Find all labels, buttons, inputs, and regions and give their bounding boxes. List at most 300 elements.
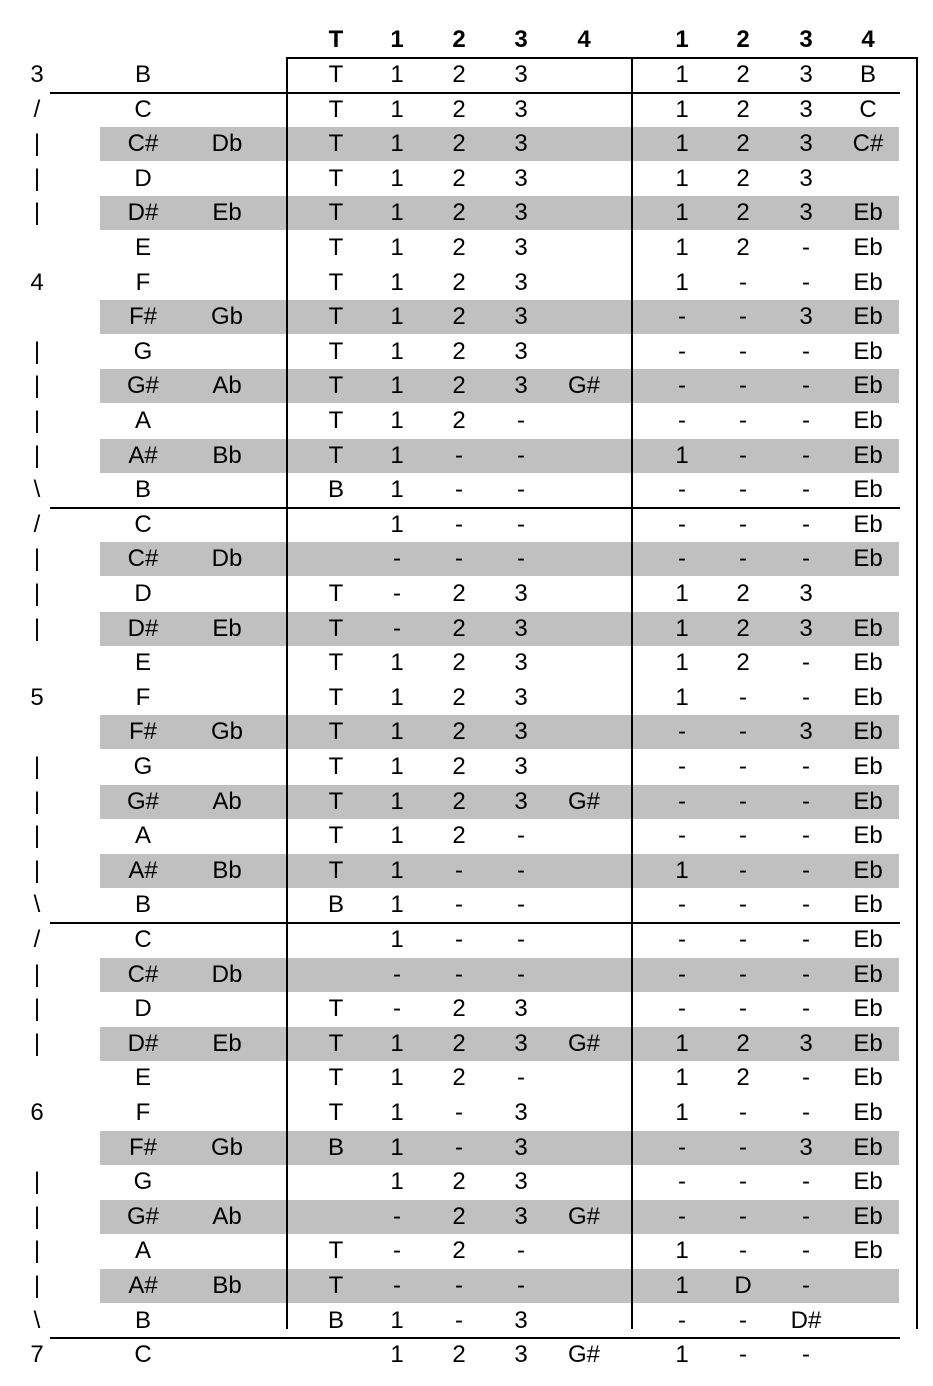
note-name: A — [134, 407, 151, 434]
fingering-a-cell: 2 — [452, 1168, 466, 1196]
fingering-a-cell: - — [517, 960, 525, 988]
fingering-b-cell: Eb — [853, 234, 883, 261]
octave-marker: 4 — [30, 268, 44, 296]
fingering-b-cell: 1 — [675, 234, 689, 261]
fingering-b-cell: - — [678, 1168, 686, 1196]
fingering-b-cell: 1 — [675, 61, 689, 88]
note-name: C — [134, 1341, 152, 1369]
fingering-a-cell: 3 — [514, 372, 528, 400]
alt-note-name — [197, 1304, 257, 1338]
fingering-a-cell: T — [328, 441, 344, 469]
fingering-a-cell: 3 — [514, 234, 528, 261]
octave-separator — [50, 922, 900, 924]
fingering-b-cell: Eb — [853, 649, 883, 677]
fingering-b-cell: 2 — [736, 199, 750, 227]
fingering-a-cell — [556, 1131, 612, 1165]
fingering-a-cell: 3 — [514, 787, 528, 815]
note-name: E — [134, 649, 151, 677]
fingering-a-cell: 1 — [390, 649, 404, 677]
fingering-a-cell: 1 — [390, 476, 404, 504]
fingering-a-cell: T — [328, 130, 344, 158]
fingering-b-cell: 2 — [736, 580, 750, 607]
fingering-a-cell: 1 — [390, 1341, 404, 1369]
fingering-a-cell: 3 — [514, 718, 528, 746]
fingering-a-cell — [556, 300, 612, 334]
fingering-b-cell: 1 — [675, 1272, 689, 1299]
fingering-a-cell: T — [328, 1237, 344, 1265]
fingering-a-cell: 3 — [514, 199, 528, 227]
fingering-a-cell — [308, 1200, 364, 1234]
fingering-a-cell: - — [455, 891, 463, 919]
fingering-a-cell: 1 — [390, 1168, 404, 1196]
fingering-a-cell: T — [328, 856, 344, 884]
fingering-a-cell: - — [517, 1064, 525, 1092]
fingering-a-cell — [556, 404, 612, 438]
fingering-b-cell: - — [802, 1099, 810, 1126]
fingering-a-cell: 3 — [514, 1202, 528, 1230]
fingering-a-cell: 2 — [452, 337, 466, 365]
fingering-b-cell: Eb — [853, 856, 883, 884]
octave-marker: \ — [33, 1306, 41, 1334]
alt-note-name — [197, 1234, 257, 1268]
fingering-a-cell — [556, 1061, 612, 1095]
fingering-a-cell — [556, 196, 612, 230]
fingering-b-cell: Eb — [853, 891, 883, 919]
fingering-a-cell — [556, 923, 612, 957]
fingering-a-cell: 2 — [452, 753, 466, 780]
alt-note-name — [197, 681, 257, 715]
fingering-b-cell: 3 — [799, 130, 813, 158]
top-border — [286, 57, 918, 59]
fingering-a-cell: T — [328, 718, 344, 746]
fingering-a-cell: 3 — [514, 61, 528, 88]
fingering-a-cell: - — [517, 545, 525, 573]
fingering-b-cell: 1 — [675, 268, 689, 296]
fingering-b-cell: - — [678, 1306, 686, 1334]
note-name: A# — [128, 441, 158, 469]
alt-note-name — [197, 992, 257, 1026]
fingering-b-cell: 2 — [736, 649, 750, 677]
octave-marker: | — [33, 337, 41, 365]
fingering-a-cell: 1 — [390, 268, 404, 296]
fingering-a-cell: T — [328, 61, 344, 88]
fingering-a-cell: B — [327, 891, 344, 919]
fingering-a-cell: T — [328, 303, 344, 331]
fingering-b-cell: - — [739, 718, 747, 746]
octave-marker — [22, 715, 52, 749]
fingering-b-cell: - — [739, 926, 747, 953]
alt-note-name — [197, 162, 257, 196]
fingering-b-cell: 1 — [675, 441, 689, 469]
fingering-b-cell: 2 — [736, 614, 750, 642]
fingering-a-cell: 1 — [390, 1133, 404, 1161]
fingering-b-cell: 3 — [799, 164, 813, 192]
fingering-a-cell: 1 — [390, 718, 404, 746]
fingering-b-cell: 2 — [736, 234, 750, 261]
note-name: G# — [126, 372, 159, 400]
fingering-a-cell: - — [455, 856, 463, 884]
fingering-b-cell: - — [802, 891, 810, 919]
fingering-b-cell: Eb — [853, 787, 883, 815]
fingering-b-cell: 1 — [675, 199, 689, 227]
alt-note-name — [197, 1338, 257, 1372]
fingering-a-cell: 2 — [452, 234, 466, 261]
fingering-a-cell: G# — [567, 1029, 600, 1057]
fingering-b-cell: - — [739, 441, 747, 469]
fingering-b-cell — [840, 1304, 896, 1338]
fingering-a-cell — [556, 473, 612, 507]
fingering-b-cell: 1 — [675, 130, 689, 158]
alt-note-name — [197, 266, 257, 300]
fingering-a-cell: 3 — [514, 580, 528, 607]
fingering-a-cell: T — [328, 753, 344, 780]
fingering-b-cell: - — [739, 1237, 747, 1265]
fingering-b-cell: Eb — [853, 995, 883, 1023]
fingering-a-cell: - — [517, 926, 525, 953]
fingering-a-cell — [556, 508, 612, 542]
octave-marker: | — [33, 1272, 41, 1299]
fingering-a-cell: 2 — [452, 372, 466, 400]
alt-note-name — [197, 473, 257, 507]
fingering-a-cell: T — [328, 649, 344, 677]
fingering-b-cell: Eb — [853, 1029, 883, 1057]
fingering-a-cell: T — [328, 1029, 344, 1057]
fingering-a-cell: 1 — [390, 372, 404, 400]
fingering-a-cell: 1 — [390, 787, 404, 815]
fingering-b-cell: - — [739, 1202, 747, 1230]
octave-marker: | — [33, 545, 41, 573]
fingering-b-cell: - — [739, 303, 747, 331]
fingering-b-cell: 3 — [799, 1029, 813, 1057]
fingering-b-cell: 1 — [675, 856, 689, 884]
note-name: G# — [126, 1202, 159, 1230]
fingering-a-cell: - — [393, 1272, 401, 1299]
fingering-a-cell: - — [517, 856, 525, 884]
fingering-b-cell: 1 — [675, 1099, 689, 1126]
header-cell: 4 — [861, 26, 875, 53]
fingering-b-cell: 1 — [675, 1029, 689, 1057]
octave-marker: | — [33, 1202, 41, 1230]
alt-note-name — [197, 646, 257, 680]
fingering-b-cell: - — [802, 960, 810, 988]
fingering-b-cell: - — [802, 1272, 810, 1299]
alt-note-name — [197, 577, 257, 611]
note-name: D# — [127, 614, 159, 642]
fingering-a-cell: G# — [567, 1202, 600, 1230]
fingering-a-cell — [308, 542, 364, 576]
fingering-a-cell — [556, 1269, 612, 1303]
fingering-a-cell — [556, 888, 612, 922]
fingering-a-cell: - — [455, 1099, 463, 1126]
fingering-a-cell: 1 — [390, 303, 404, 331]
fingering-b-cell: - — [678, 303, 686, 331]
fingering-a-cell: T — [328, 822, 344, 850]
note-name: B — [134, 61, 151, 88]
fingering-b-cell: - — [678, 926, 686, 953]
fingering-a-cell: 2 — [452, 95, 466, 123]
octave-marker: 7 — [30, 1341, 44, 1369]
fingering-b-cell: - — [678, 1202, 686, 1230]
fingering-a-cell — [556, 1234, 612, 1268]
fingering-a-cell: 1 — [390, 510, 404, 538]
fingering-b-cell: 2 — [736, 95, 750, 123]
fingering-a-cell — [556, 542, 612, 576]
fingering-a-cell — [556, 992, 612, 1026]
note-name: F# — [128, 1133, 157, 1161]
fingering-b-cell: - — [802, 995, 810, 1023]
fingering-b-cell: - — [678, 372, 686, 400]
header-cell: 2 — [736, 26, 750, 53]
fingering-a-cell: 2 — [452, 130, 466, 158]
fingering-a-cell: 1 — [390, 891, 404, 919]
fingering-b-cell: 3 — [799, 1133, 813, 1161]
fingering-b-cell: Eb — [853, 337, 883, 365]
fingering-a-cell: - — [455, 510, 463, 538]
fingering-a-cell: 2 — [452, 268, 466, 296]
fingering-a-cell — [556, 266, 612, 300]
octave-marker: | — [33, 753, 41, 780]
fingering-a-cell: 3 — [514, 164, 528, 192]
fingering-a-cell: 3 — [514, 649, 528, 677]
fingering-b-cell: - — [739, 545, 747, 573]
fingering-a-cell: 3 — [514, 1168, 528, 1196]
fingering-b-cell: - — [678, 337, 686, 365]
fingering-a-cell: 3 — [514, 1099, 528, 1126]
fingering-b-cell: - — [739, 856, 747, 884]
octave-marker — [22, 646, 52, 680]
fingering-a-cell — [308, 923, 364, 957]
octave-marker: | — [33, 441, 41, 469]
fingering-b-cell: - — [739, 683, 747, 711]
fingering-a-cell: 1 — [390, 753, 404, 780]
fingering-b-cell: - — [739, 891, 747, 919]
octave-marker: / — [33, 926, 41, 953]
note-name: B — [134, 891, 151, 919]
fingering-a-cell: T — [328, 337, 344, 365]
fingering-b-cell: 3 — [799, 614, 813, 642]
octave-marker: | — [33, 787, 41, 815]
fingering-a-cell — [556, 750, 612, 784]
fingering-a-cell: T — [328, 995, 344, 1023]
fingering-a-cell: - — [517, 1272, 525, 1299]
alt-note-name — [197, 923, 257, 957]
fingering-b-cell: - — [678, 960, 686, 988]
fingering-b-cell: - — [802, 407, 810, 434]
fingering-a-cell — [556, 335, 612, 369]
note-name: F — [135, 683, 151, 711]
fingering-b-cell: 1 — [675, 683, 689, 711]
note-name: C# — [127, 130, 159, 158]
fingering-b-cell: 3 — [799, 61, 813, 88]
fingering-b-cell: 1 — [675, 164, 689, 192]
octave-marker: | — [33, 164, 41, 192]
octave-marker: | — [33, 822, 41, 850]
octave-marker: | — [33, 372, 41, 400]
fingering-a-cell: 3 — [514, 995, 528, 1023]
fingering-b-cell: - — [802, 441, 810, 469]
fingering-a-cell: 2 — [452, 199, 466, 227]
octave-marker: | — [33, 960, 41, 988]
fingering-b-cell: Eb — [853, 476, 883, 504]
alt-note-name: Gb — [210, 1133, 243, 1161]
fingering-a-cell: B — [327, 1133, 344, 1161]
fingering-a-cell: 3 — [514, 1133, 528, 1161]
note-name: G — [133, 1168, 153, 1196]
octave-marker: | — [33, 856, 41, 884]
fingering-b-cell: Eb — [853, 1064, 883, 1092]
alt-note-name — [197, 58, 257, 92]
fingering-b-cell: Eb — [853, 753, 883, 780]
fingering-b-cell: Eb — [853, 268, 883, 296]
fingering-a-cell: - — [517, 1237, 525, 1265]
octave-marker — [22, 1061, 52, 1095]
fingering-b-cell: - — [678, 995, 686, 1023]
fingering-b-cell: - — [678, 822, 686, 850]
fingering-b-cell: Eb — [853, 441, 883, 469]
octave-marker: \ — [33, 476, 41, 504]
fingering-a-cell — [556, 854, 612, 888]
fingering-b-cell: Eb — [853, 960, 883, 988]
header-cell: 2 — [452, 26, 466, 53]
fingering-b-cell: - — [739, 476, 747, 504]
fingering-b-cell: - — [678, 1133, 686, 1161]
fingering-a-cell: T — [328, 372, 344, 400]
fingering-b-cell: - — [802, 1341, 810, 1369]
alt-note-name — [197, 1096, 257, 1130]
fingering-a-cell: G# — [567, 1341, 600, 1369]
fingering-a-cell: 2 — [452, 683, 466, 711]
octave-marker: / — [33, 95, 41, 123]
fingering-b-cell: - — [678, 787, 686, 815]
fingering-b-cell: 3 — [799, 580, 813, 607]
fingering-a-cell: G# — [567, 372, 600, 400]
fingering-b-cell: 2 — [736, 130, 750, 158]
fingering-a-cell: 1 — [390, 164, 404, 192]
note-name: C# — [127, 960, 159, 988]
fingering-b-cell: - — [739, 407, 747, 434]
fingering-b-cell: 2 — [736, 1029, 750, 1057]
fingering-a-cell: 3 — [514, 683, 528, 711]
fingering-a-cell: 2 — [452, 1202, 466, 1230]
fingering-a-cell: 2 — [452, 580, 466, 607]
fingering-b-cell: Eb — [853, 407, 883, 434]
fingering-b-cell: - — [802, 856, 810, 884]
note-name: A# — [128, 1272, 158, 1299]
header-cell: T — [328, 26, 344, 53]
octave-marker: \ — [33, 891, 41, 919]
middle-divider — [631, 57, 633, 1329]
fingering-a-cell: B — [327, 1306, 344, 1334]
fingering-b-cell: Eb — [853, 372, 883, 400]
fingering-b-cell: - — [802, 1202, 810, 1230]
fingering-b-cell: 2 — [736, 1064, 750, 1092]
note-name: C — [134, 926, 152, 953]
note-name: G — [133, 337, 153, 365]
fingering-b-cell: - — [802, 1064, 810, 1092]
fingering-a-cell: T — [328, 95, 344, 123]
fingering-b-cell: - — [802, 372, 810, 400]
header-cell: 1 — [675, 26, 689, 53]
fingering-a-cell: 3 — [514, 268, 528, 296]
fingering-b-cell: 3 — [799, 718, 813, 746]
fingering-b-cell: - — [802, 234, 810, 261]
fingering-a-cell: - — [393, 614, 401, 642]
fingering-b-cell: - — [802, 1237, 810, 1265]
alt-note-name: Ab — [212, 787, 242, 815]
octave-marker: | — [33, 580, 41, 607]
alt-note-name: Eb — [212, 199, 242, 227]
fingering-b-cell: Eb — [853, 545, 883, 573]
fingering-a-cell: - — [517, 476, 525, 504]
fingering-b-cell: 2 — [736, 61, 750, 88]
fingering-b-cell: 1 — [675, 614, 689, 642]
fingering-a-cell: 1 — [390, 822, 404, 850]
fingering-a-cell: 2 — [452, 164, 466, 192]
note-name: D# — [127, 1029, 159, 1057]
octave-marker — [22, 300, 52, 334]
header-cell: 3 — [514, 26, 528, 53]
fingering-b-cell: - — [739, 822, 747, 850]
fingering-a-cell: B — [327, 476, 344, 504]
alt-note-name — [197, 93, 257, 127]
fingering-a-cell: 1 — [390, 1029, 404, 1057]
fingering-b-cell: 1 — [675, 1064, 689, 1092]
fingering-a-cell: - — [393, 995, 401, 1023]
note-name: C# — [127, 545, 159, 573]
alt-note-name — [197, 1061, 257, 1095]
fingering-b-cell: - — [739, 1133, 747, 1161]
right-border — [916, 57, 918, 1329]
octave-separator — [50, 507, 900, 509]
fingering-b-cell: Eb — [853, 1099, 883, 1126]
fingering-a-cell — [308, 1338, 364, 1372]
fingering-b-cell: - — [678, 891, 686, 919]
alt-note-name: Db — [211, 960, 243, 988]
alt-note-name: Eb — [212, 614, 242, 642]
fingering-a-cell: 1 — [390, 407, 404, 434]
fingering-b-cell: Eb — [853, 614, 883, 642]
fingering-a-cell — [556, 93, 612, 127]
left-divider — [286, 57, 288, 1329]
octave-marker: 6 — [30, 1099, 44, 1126]
fingering-b-cell: - — [739, 1341, 747, 1369]
fingering-a-cell: T — [328, 683, 344, 711]
fingering-b-cell: - — [739, 960, 747, 988]
alt-note-name — [197, 750, 257, 784]
fingering-a-cell: - — [455, 1133, 463, 1161]
header-cell: 1 — [390, 26, 404, 53]
fingering-a-cell: T — [328, 787, 344, 815]
fingering-b-cell: 1 — [675, 649, 689, 677]
fingering-b-cell: Eb — [853, 303, 883, 331]
note-name: G — [133, 753, 153, 780]
note-name: F — [135, 1099, 151, 1126]
fingering-b-cell: D — [734, 1272, 752, 1299]
fingering-a-cell: - — [393, 1237, 401, 1265]
fingering-a-cell: - — [393, 580, 401, 607]
fingering-a-cell: 1 — [390, 234, 404, 261]
note-name: E — [134, 234, 151, 261]
fingering-b-cell: 1 — [675, 1237, 689, 1265]
fingering-a-cell — [308, 508, 364, 542]
fingering-a-cell: - — [455, 476, 463, 504]
fingering-b-cell: B — [859, 61, 876, 88]
fingering-a-cell: - — [455, 1272, 463, 1299]
fingering-a-cell — [556, 231, 612, 265]
fingering-a-cell: 2 — [452, 1237, 466, 1265]
fingering-a-cell: T — [328, 407, 344, 434]
header-cell: 4 — [577, 26, 591, 53]
